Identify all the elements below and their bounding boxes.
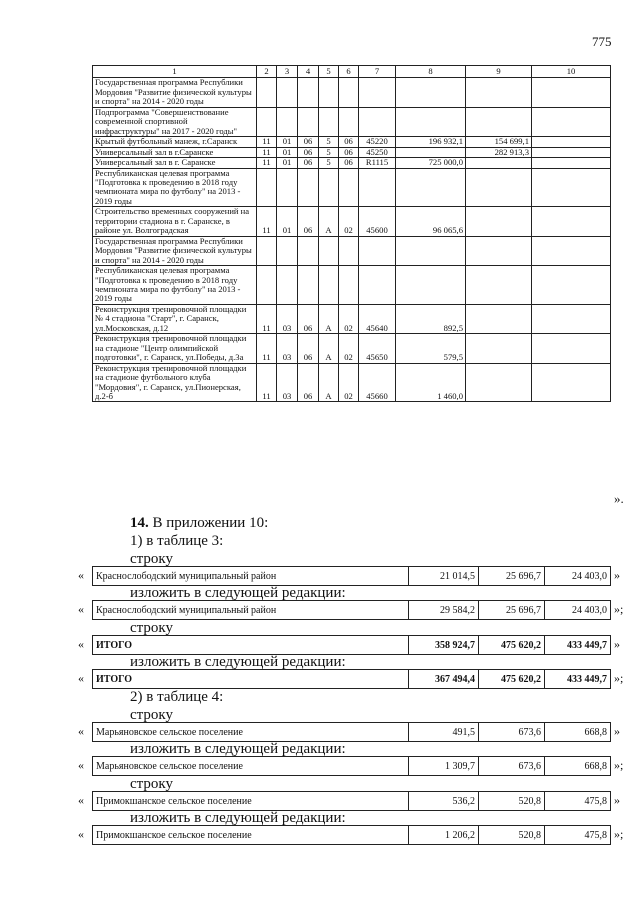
section-heading: 14. В приложении 10: (130, 515, 269, 531)
table-cell: 45650 (359, 334, 396, 363)
table-cell: 11 (257, 158, 277, 168)
t3-row-old-krasnoslobodsky: Краснослободский муниципальный район 21 014,5 25 696,7 24 403,0 (92, 566, 611, 586)
t4-row-new-primokshanskoe: Примокшанское сельское поселение 1 206,2 520,8 475,8 (92, 825, 611, 845)
table-cell: 5 (319, 137, 339, 147)
table-cell (298, 107, 319, 136)
table-cell: 06 (298, 158, 319, 168)
table-cell (466, 334, 532, 363)
table-cell: Республиканская целевая программа "Подготовка к проведению в 2018 году чемпионата мира по футболу" на 2013 - 2019 годы (93, 168, 257, 207)
table-cell (466, 236, 532, 265)
t4-row-new-maryanovskoe: Марьяновское сельское поселение 1 309,7 673,6 668,8 (92, 756, 611, 776)
table-cell: 02 (339, 334, 359, 363)
table-cell (277, 266, 298, 305)
table-cell: 02 (339, 363, 359, 402)
closing-quote: ». (614, 491, 624, 506)
table-cell (466, 266, 532, 305)
table-cell (257, 78, 277, 107)
table-row (93, 158, 611, 168)
table-cell: А (319, 334, 339, 363)
table-cell: 03 (277, 334, 298, 363)
table-cell (466, 168, 532, 207)
table-row (93, 266, 611, 305)
budget-table (92, 65, 611, 402)
table-cell (298, 168, 319, 207)
open-quote: « (78, 637, 84, 651)
t4-row-old-maryanovskoe: Марьяновское сельское поселение 491,5 673,6 668,8 (92, 722, 611, 742)
table-header-row (93, 66, 611, 78)
table-cell (298, 236, 319, 265)
table-cell: 892,5 (396, 304, 466, 333)
table-row (93, 107, 611, 136)
table-cell (319, 107, 339, 136)
t3-row-new-krasnoslobodsky: Краснослободский муниципальный район 29 584,2 25 696,7 24 403,0 (92, 600, 611, 620)
table-cell (532, 137, 611, 147)
table-cell (396, 168, 466, 207)
table-cell (277, 78, 298, 107)
table-cell (257, 236, 277, 265)
table-cell: 06 (339, 158, 359, 168)
table-cell (298, 78, 319, 107)
table-cell: Республиканская целевая программа "Подготовка к проведению в 2018 году чемпионата мира по футболу" на 2013 - 2019 годы (93, 266, 257, 305)
open-quote: « (78, 793, 84, 807)
table-cell (319, 78, 339, 107)
table-row (93, 236, 611, 265)
table-cell: 06 (298, 147, 319, 157)
table-cell (466, 304, 532, 333)
table-cell: Реконструкция тренировочной площадки на стадионе "Центр олимпийской подготовки", г. Саранск, ул.Победы, д.3а (93, 334, 257, 363)
table-cell: Государственная программа Республики Мордовия "Развитие физической культуры и спорта" на 2014 - 2020 годы (93, 78, 257, 107)
table-cell: 01 (277, 137, 298, 147)
table-cell (532, 78, 611, 107)
table-cell: 01 (277, 207, 298, 236)
table-cell: 196 932,1 (396, 137, 466, 147)
table-cell: 06 (298, 304, 319, 333)
table-cell: 11 (257, 363, 277, 402)
table-cell: 06 (298, 137, 319, 147)
table-cell: 03 (277, 304, 298, 333)
table-cell: 1 460,0 (396, 363, 466, 402)
column-header: 5 (319, 66, 339, 78)
table-cell: 11 (257, 147, 277, 157)
table-cell: R1115 (359, 158, 396, 168)
table-cell (359, 78, 396, 107)
column-header: 3 (277, 66, 298, 78)
table-cell: 5 (319, 147, 339, 157)
table-row (93, 334, 611, 363)
table-cell: 06 (339, 137, 359, 147)
table-cell: 11 (257, 334, 277, 363)
table-cell: 06 (339, 147, 359, 157)
table-row (93, 363, 611, 402)
table-cell: Реконструкция тренировочной площадки на стадионе футбольного клуба "Мордовия", г. Саранск, ул.Пионерская, д.2-б (93, 363, 257, 402)
table-cell: 11 (257, 137, 277, 147)
table-cell (257, 107, 277, 136)
close-quote-semicolon: »; (614, 758, 624, 772)
table-cell: 06 (298, 363, 319, 402)
table-row (93, 168, 611, 207)
table-cell (532, 266, 611, 305)
table-cell: 154 699,1 (466, 137, 532, 147)
label-replace: изложить в следующей редакции: (130, 654, 346, 670)
open-quote: « (78, 568, 84, 582)
column-header: 8 (396, 66, 466, 78)
table-cell (359, 266, 396, 305)
table-cell (532, 107, 611, 136)
close-quote: » (614, 568, 620, 582)
table-cell (277, 168, 298, 207)
table-cell (339, 78, 359, 107)
table-cell (532, 158, 611, 168)
column-header: 2 (257, 66, 277, 78)
table-cell (359, 107, 396, 136)
table-cell: 11 (257, 304, 277, 333)
open-quote: « (78, 602, 84, 616)
label-string: строку (130, 776, 173, 792)
table-cell: Реконструкция тренировочной площадки № 4 стадиона "Старт", г. Саранск, ул.Московская, д.12 (93, 304, 257, 333)
t3-row-old-total: ИТОГО 358 924,7 475 620,2 433 449,7 (92, 635, 611, 655)
subsection-table4: 2) в таблице 4: (130, 689, 224, 705)
table-cell (396, 266, 466, 305)
table-cell (466, 78, 532, 107)
table-row (93, 207, 611, 236)
open-quote: « (78, 671, 84, 685)
table-cell: Подпрограмма "Совершенствование современной спортивной инфраструктуры" на 2017 - 2020 годы" (93, 107, 257, 136)
open-quote: « (78, 724, 84, 738)
close-quote-semicolon: »; (614, 602, 624, 616)
table-cell: 03 (277, 363, 298, 402)
table-cell (466, 207, 532, 236)
label-replace: изложить в следующей редакции: (130, 585, 346, 601)
table-cell (532, 168, 611, 207)
column-header: 7 (359, 66, 396, 78)
subsection-table3: 1) в таблице 3: (130, 533, 224, 549)
table-cell (532, 334, 611, 363)
table-cell: 06 (298, 334, 319, 363)
label-replace: изложить в следующей редакции: (130, 810, 346, 826)
table-cell: Крытый футбольный манеж, г.Саранск (93, 137, 257, 147)
page-number: 775 (592, 34, 612, 49)
table-cell (532, 207, 611, 236)
column-header: 6 (339, 66, 359, 78)
close-quote: » (614, 793, 620, 807)
table-cell: Универсальный зал в г.Саранске (93, 147, 257, 157)
table-cell (466, 158, 532, 168)
column-header: 9 (466, 66, 532, 78)
table-cell: 725 000,0 (396, 158, 466, 168)
table-cell (396, 236, 466, 265)
table-cell: А (319, 363, 339, 402)
table-cell (339, 107, 359, 136)
table-row (93, 137, 611, 147)
close-quote: » (614, 724, 620, 738)
table-cell (277, 236, 298, 265)
column-header: 10 (532, 66, 611, 78)
table-cell: Строительство временных сооружений на территории стадиона в г. Саранске, в районе ул. Волгоградская (93, 207, 257, 236)
table-cell (396, 107, 466, 136)
table-cell: 45220 (359, 137, 396, 147)
close-quote: » (614, 637, 620, 651)
table-cell (319, 266, 339, 305)
table-cell: 45660 (359, 363, 396, 402)
t4-row-old-primokshanskoe: Примокшанское сельское поселение 536,2 520,8 475,8 (92, 791, 611, 811)
table-cell: 282 913,3 (466, 147, 532, 157)
table-cell: Универсальный зал в г. Саранске (93, 158, 257, 168)
table-cell (257, 266, 277, 305)
table-cell: А (319, 207, 339, 236)
label-string: строку (130, 707, 173, 723)
table-cell (257, 168, 277, 207)
table-cell: 01 (277, 158, 298, 168)
table-cell: 5 (319, 158, 339, 168)
close-quote-semicolon: »; (614, 827, 624, 841)
table-row (93, 78, 611, 107)
table-cell (466, 363, 532, 402)
table-cell (532, 236, 611, 265)
table-cell (339, 266, 359, 305)
table-cell (359, 168, 396, 207)
open-quote: « (78, 827, 84, 841)
table-cell: 45640 (359, 304, 396, 333)
table-cell: А (319, 304, 339, 333)
column-header: 1 (93, 66, 257, 78)
close-quote-semicolon: »; (614, 671, 624, 685)
table-cell (277, 107, 298, 136)
table-cell (532, 147, 611, 157)
table-cell: 96 065,6 (396, 207, 466, 236)
open-quote: « (78, 758, 84, 772)
table-cell (298, 266, 319, 305)
table-cell: 579,5 (396, 334, 466, 363)
table-cell: Государственная программа Республики Мордовия "Развитие физической культуры и спорта" на 2014 - 2020 годы (93, 236, 257, 265)
t3-row-new-total: ИТОГО 367 494,4 475 620,2 433 449,7 (92, 669, 611, 689)
table-cell (396, 147, 466, 157)
column-header: 4 (298, 66, 319, 78)
table-cell: 01 (277, 147, 298, 157)
table-cell (466, 107, 532, 136)
table-cell (532, 304, 611, 333)
table-cell: 45600 (359, 207, 396, 236)
table-cell (339, 168, 359, 207)
table-cell (319, 168, 339, 207)
label-string: строку (130, 620, 173, 636)
table-cell (359, 236, 396, 265)
label-string: строку (130, 551, 173, 567)
table-cell (319, 236, 339, 265)
table-cell: 45250 (359, 147, 396, 157)
table-cell (396, 78, 466, 107)
table-row (93, 304, 611, 333)
table-cell (532, 363, 611, 402)
table-cell: 02 (339, 304, 359, 333)
table-cell: 11 (257, 207, 277, 236)
label-replace: изложить в следующей редакции: (130, 741, 346, 757)
table-cell: 02 (339, 207, 359, 236)
table-row (93, 147, 611, 157)
table-cell: 06 (298, 207, 319, 236)
table-cell (339, 236, 359, 265)
